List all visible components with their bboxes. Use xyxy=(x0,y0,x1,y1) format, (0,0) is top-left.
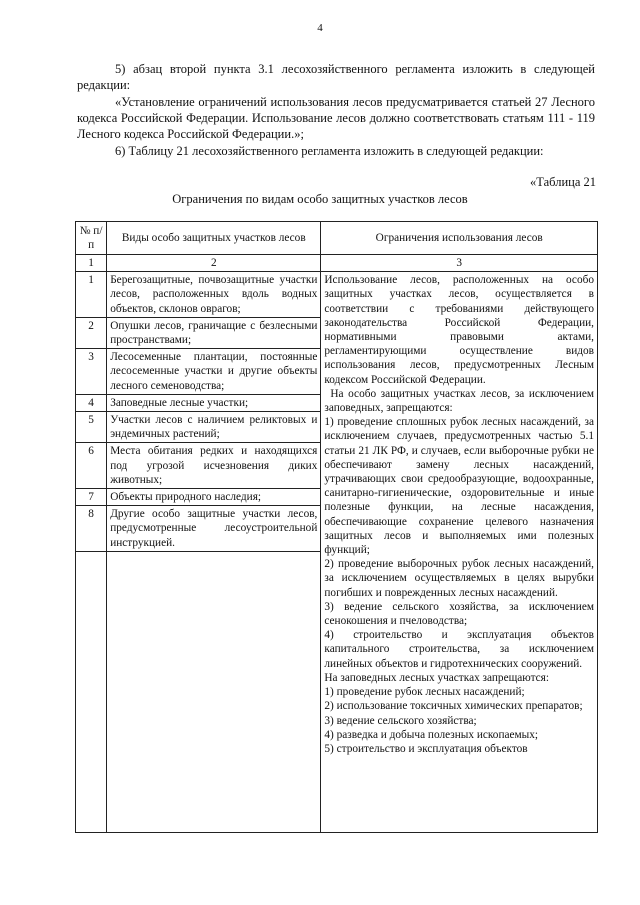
paragraph-5: 5) абзац второй пункта 3.1 лесохозяйственного регламента изложить в следующей редакции: xyxy=(77,62,595,92)
restriction-text: На особо защитных участках лесов, за исключением заповедных, запрещаются: xyxy=(324,387,594,415)
restriction-text: 1) проведение рубок лесных насаждений; xyxy=(324,686,525,699)
row-number: 6 xyxy=(76,443,107,489)
restriction-text: 4) строительство и эксплуатация объектов капитального строительства, за исключением линейных объектов и гидротехнических сооружений. xyxy=(324,629,594,670)
restriction-text: 4) разведка и добыча полезных ископаемых; xyxy=(324,728,539,741)
restriction-text: 3) ведение сельского хозяйства; xyxy=(324,714,477,727)
row-number: 5 xyxy=(76,412,107,443)
row-kind: Заповедные лесные участки; xyxy=(107,394,321,411)
header-number: № п/п xyxy=(76,222,107,255)
col-number-3: 3 xyxy=(321,255,598,272)
restriction-text: 2) использование токсичных химических препаратов; xyxy=(324,700,583,713)
restrictions-table xyxy=(75,221,598,833)
restriction-text: На заповедных лесных участках запрещаются: xyxy=(324,671,550,684)
row-number: 3 xyxy=(76,349,107,395)
row-number: 1 xyxy=(76,272,107,318)
row-kind: Лесосеменные плантации, постоянные лесосеменные участки и другие объекты лесного семеноводства; xyxy=(107,349,321,395)
row-kind: Места обитания редких и находящихся под угрозой исчезновения диких животных; xyxy=(107,443,321,489)
paragraph-6: 6) Таблицу 21 лесохозяйственного регламента изложить в следующей редакции: xyxy=(115,144,544,158)
row-kind: Берегозащитные, почвозащитные участки лесов, расположенных вдоль водных объектов, склонов оврагов; xyxy=(107,272,321,318)
paragraph-5-quote: «Установление ограничений использования лесов предусматривается статьей 27 Лесного кодекса Российской Федерации. Использование лесов должно соответствовать статьям 111 - 119 Лесного кодекса Российской Федерации.»; xyxy=(77,95,595,141)
restriction-text: 2) проведение выборочных рубок лесных насаждений, за исключением осуществляемых в целях вырубки погибших и поврежденных лесных насаждений. xyxy=(324,558,594,599)
col-number-2: 2 xyxy=(107,255,321,272)
header-restrictions: Ограничения использования лесов xyxy=(321,222,598,255)
row-number: 2 xyxy=(76,317,107,348)
row-kind: Участки лесов с наличием реликтовых и эндемичных растений; xyxy=(107,412,321,443)
restriction-text: 3) ведение сельского хозяйства, за исключением сенокошения и пчеловодства; xyxy=(324,600,594,628)
col-number-1: 1 xyxy=(76,255,107,272)
row-kind: Другие особо защитные участки лесов, предусмотренные лесоустроительной инструкцией. xyxy=(107,506,321,552)
empty-cell xyxy=(107,551,321,832)
header-kind: Виды особо защитных участков лесов xyxy=(107,222,321,255)
table-title: Ограничения по видам особо защитных участков лесов xyxy=(172,192,468,206)
restriction-text: Использование лесов, расположенных на особо защитных участках лесов, осуществляется в соответствии с требованиями действующего законодательства Российской Федерации, нормативными правовыми актами, регламентирующими осуществление видов использования лесов, предусмотренных Лесным кодексом Российской Федерации. xyxy=(324,274,594,386)
row-number: 7 xyxy=(76,489,107,506)
row-kind: Объекты природного наследия; xyxy=(107,489,321,506)
table-reference: «Таблица 21 xyxy=(530,175,596,189)
page-number: 4 xyxy=(317,22,323,34)
row-kind: Опушки лесов, граничащие с безлесными пространствами; xyxy=(107,317,321,348)
row-number: 4 xyxy=(76,394,107,411)
restrictions-cell xyxy=(321,272,598,833)
column-number-row xyxy=(76,255,598,272)
empty-cell xyxy=(76,551,107,832)
restriction-text: 5) строительство и эксплуатация объектов xyxy=(324,742,528,755)
table-row xyxy=(76,272,598,318)
row-number: 8 xyxy=(76,506,107,552)
restriction-text: 1) проведение сплошных рубок лесных насаждений, за исключением случаев, предусмотренных частью 5.1 статьи 21 ЛК РФ, и случаев, если выборочные рубки не обеспечивают замену лесных насаждений, утрачивающих свои средообразующие, водоохранные, санитарно-гигиенические, оздоровительные и иные полезные функции, на лесные насаждения, обеспечивающие сохранение целевого назначения защитных лесов и выполняемых ими полезных функций; xyxy=(324,416,594,557)
table-header-row xyxy=(76,222,598,255)
